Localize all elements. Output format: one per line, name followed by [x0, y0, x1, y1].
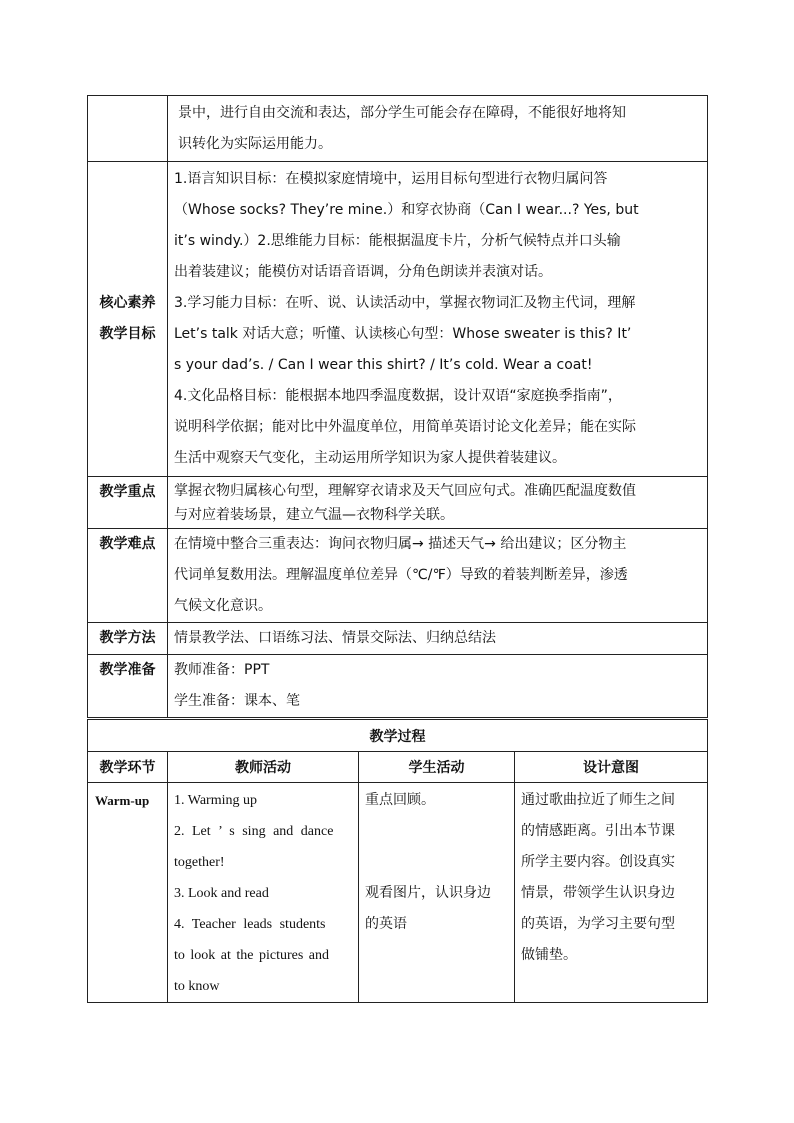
goal-line: s your dad’s. / Can I wear this shirt? / It’s cold. Wear a coat!: [174, 357, 593, 373]
core-goals-text: [168, 162, 708, 477]
warmup-row: [88, 783, 708, 1003]
student-review: 重点回顾。: [365, 792, 435, 808]
preparation-row: [88, 655, 708, 718]
goal-line: 4.文化品格目标：能根据本地四季温度数据，设计双语“家庭换季指南”，: [174, 388, 622, 404]
header-teacher-activity: 教师活动: [168, 752, 359, 783]
difficulties-label: 教学难点: [88, 529, 168, 623]
preparation-label: 教学准备: [88, 655, 168, 718]
goal-line: 出着装建议；能模仿对话语音语调，分角色朗读并表演对话。: [174, 264, 552, 280]
process-title-row: [88, 720, 708, 752]
goal-line: 说明科学依据；能对比中外温度单位，用简单英语讨论文化差异；能在实际: [174, 419, 636, 435]
process-header-row: [88, 752, 708, 783]
intro-line: 识转化为实际运用能力。: [178, 136, 332, 152]
process-title: 教学过程: [88, 720, 708, 752]
stage-name: Warm-up: [95, 793, 150, 808]
intro-row: [88, 96, 708, 162]
teacher-activity-cell: 1. Warming up 2. Let ’ s sing and dance together! 3. Look and read 4. Teacher leads students to look at the pictures and to know: [168, 783, 359, 1003]
intro-line: 景中，进行自由交流和表达，部分学生可能会存在障碍，不能很好地将知: [178, 105, 626, 121]
core-goals-label: 核心素养 教学目标: [88, 162, 168, 477]
core-goals-row: [88, 162, 708, 477]
difficulties-row: [88, 529, 708, 623]
teacher-prep: 教师准备：PPT: [174, 662, 270, 678]
header-design-intent: 设计意图: [515, 752, 708, 783]
goal-line: 1.语言知识目标：在模拟家庭情境中，运用目标句型进行衣物归属问答: [174, 171, 608, 187]
process-table: [87, 719, 708, 1003]
student-activity-cell: 重点回顾。 观看图片，认识身边 的英语: [359, 783, 515, 1003]
header-student-activity: 学生活动: [359, 752, 515, 783]
goal-line: 3.学习能力目标：在听、说、认读活动中，掌握衣物词汇及物主代词，理解: [174, 295, 636, 311]
methods-label: 教学方法: [88, 623, 168, 655]
student-prep: 学生准备：课本、笔: [174, 693, 300, 709]
stage-cell: [88, 783, 168, 1003]
difficulties-text: 在情境中整合三重表达：询问衣物归属→ 描述天气→ 给出建议；区分物主 代词单复数用法。理解温度单位差异（℃/℉）导致的着装判断差异，渗透 气候文化意识。: [168, 529, 708, 623]
methods-row: [88, 623, 708, 655]
header-stage: 教学环节: [88, 752, 168, 783]
goal-line: 生活中观察天气变化，主动运用所学知识为家人提供着装建议。: [174, 450, 566, 466]
methods-text: 情景教学法、口语练习法、情景交际法、归纳总结法: [168, 623, 708, 655]
preparation-text: [168, 655, 708, 718]
lesson-info-table: [87, 95, 708, 718]
goal-line: （Whose socks? They’re mine.）和穿衣协商（Can I wear...? Yes, but: [174, 202, 639, 218]
key-points-label: 教学重点: [88, 477, 168, 529]
intro-text: [168, 96, 708, 162]
goal-line: Let’s talk 对话大意；听懂、认读核心句型：Whose sweater is this? It’: [174, 326, 632, 342]
goal-line: it’s windy.）2.思维能力目标：能根据温度卡片，分析气候特点并口头输: [174, 233, 621, 249]
key-points-row: [88, 477, 708, 529]
design-intent-cell: 通过歌曲拉近了师生之间 的情感距离。引出本节课 所学主要内容。创设真实 情景，带领学生认识身边 的英语，为学习主要句型 做铺垫。: [515, 783, 708, 1003]
key-points-text: 掌握衣物归属核心句型，理解穿衣请求及天气回应句式。准确匹配温度数值 与对应着装场景，建立气温—衣物科学关联。: [168, 477, 708, 529]
